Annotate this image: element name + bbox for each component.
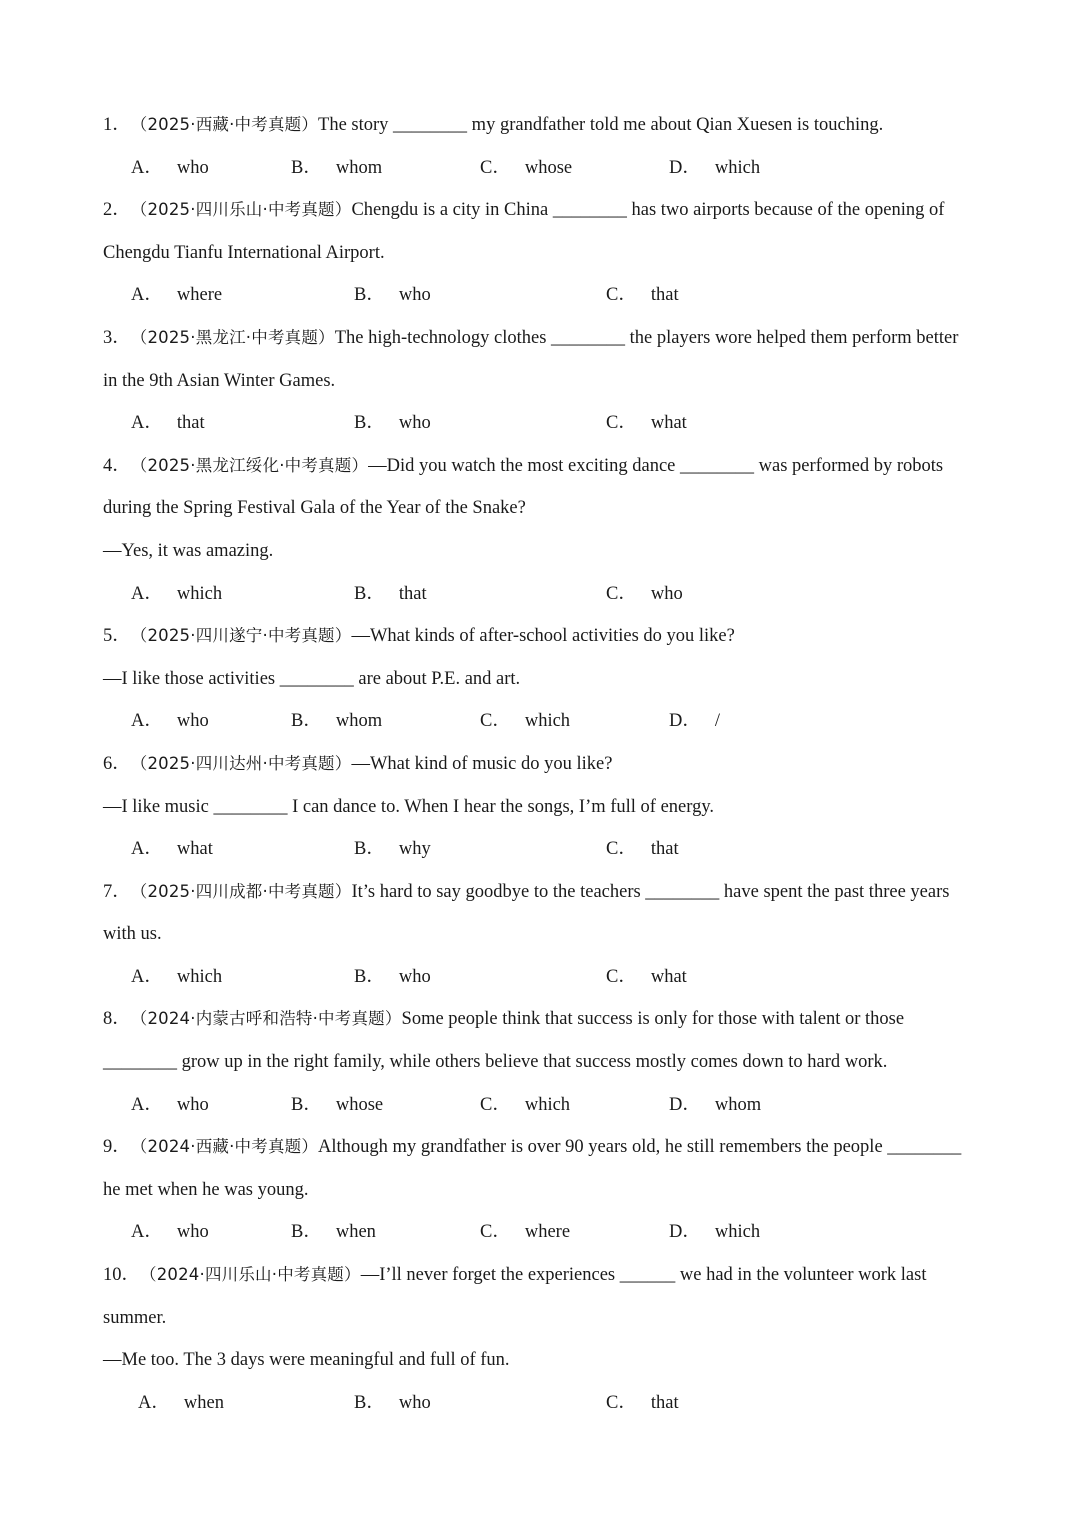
question-stem-continuation: [103, 1041, 993, 1084]
question-stem: [103, 1126, 993, 1169]
answer-options: [103, 274, 993, 317]
question-source: （2025·黑龙江绥化·中考真题）: [130, 455, 369, 475]
question-stem-continuation: [103, 1297, 993, 1340]
answer-option[interactable]: [131, 147, 209, 190]
question-stem: [103, 445, 993, 488]
answer-option[interactable]: [131, 274, 222, 317]
question-text: —Yes, it was amazing.: [103, 540, 274, 561]
option-text: which: [524, 711, 571, 732]
answer-option[interactable]: [354, 573, 427, 616]
question-source: （2025·四川乐山·中考真题）: [130, 200, 352, 220]
question-stem: [103, 615, 993, 658]
option-text: who: [398, 966, 431, 987]
question-stem-continuation: [103, 360, 993, 403]
option-letter: C．: [606, 285, 637, 306]
question-text: —What kinds of after-school activities do you like?: [351, 626, 735, 647]
option-text: who: [176, 1094, 209, 1115]
option-text: who: [176, 711, 209, 732]
answer-option[interactable]: [354, 956, 431, 999]
option-text: who: [176, 157, 209, 178]
option-text: when: [183, 1392, 224, 1413]
answer-option[interactable]: [138, 1382, 224, 1425]
question-source: （2025·四川遂宁·中考真题）: [130, 626, 352, 646]
option-letter: D．: [669, 1094, 701, 1115]
option-letter: C．: [606, 583, 637, 604]
option-text: /: [714, 711, 721, 732]
option-letter: C．: [606, 966, 637, 987]
answer-option[interactable]: [606, 956, 687, 999]
option-letter: C．: [480, 1094, 511, 1115]
option-letter: A．: [131, 711, 163, 732]
option-text: which: [524, 1094, 571, 1115]
answer-option[interactable]: [606, 1382, 679, 1425]
answer-option[interactable]: [354, 274, 431, 317]
option-text: that: [650, 1392, 679, 1413]
option-text: which: [176, 966, 223, 987]
question-number: 8．: [103, 1009, 131, 1030]
option-letter: B．: [354, 285, 385, 306]
option-letter: A．: [131, 285, 163, 306]
question-text: with us.: [103, 924, 162, 945]
question-stem-continuation: [103, 1169, 993, 1212]
question-stem-continuation: [103, 1339, 993, 1382]
option-letter: B．: [354, 839, 385, 860]
answer-option[interactable]: [669, 1084, 761, 1127]
option-letter: B．: [291, 711, 322, 732]
question-number: 5．: [103, 626, 131, 647]
option-letter: A．: [131, 583, 163, 604]
question-number: 1．: [103, 115, 131, 135]
option-letter: C．: [480, 711, 511, 732]
answer-option[interactable]: [669, 700, 720, 743]
question-number: 10．: [103, 1265, 141, 1286]
answer-option[interactable]: [291, 1084, 383, 1127]
answer-option[interactable]: [291, 147, 382, 190]
question-3: [103, 317, 993, 445]
option-text: what: [176, 839, 213, 860]
question-number: 6．: [103, 753, 131, 774]
answer-option[interactable]: [131, 1084, 209, 1127]
question-stem-continuation: [103, 487, 993, 530]
answer-options: [103, 147, 993, 190]
question-stem: [103, 189, 993, 232]
answer-options: [103, 1084, 993, 1127]
option-letter: B．: [291, 1094, 322, 1115]
question-text: ________ grow up in the right family, while others believe that success mostly comes down to hard work.: [103, 1052, 888, 1073]
answer-option[interactable]: [480, 1211, 570, 1254]
question-text: —Did you watch the most exciting dance ________ was performed by robots: [368, 455, 944, 476]
question-stem-continuation: [103, 913, 993, 956]
question-2: [103, 189, 993, 317]
question-source: （2025·西藏·中考真题）: [130, 115, 319, 134]
answer-options: [103, 700, 993, 743]
option-letter: B．: [291, 1222, 322, 1243]
option-letter: B．: [354, 966, 385, 987]
question-8: [103, 998, 993, 1126]
option-text: which: [714, 1222, 761, 1243]
question-source: （2024·四川乐山·中考真题）: [140, 1265, 361, 1285]
answer-option[interactable]: [480, 700, 570, 743]
option-text: which: [176, 583, 223, 604]
answer-option[interactable]: [606, 573, 683, 616]
question-6: [103, 743, 993, 871]
answer-option[interactable]: [606, 402, 687, 445]
option-letter: A．: [131, 413, 163, 434]
option-text: whose: [335, 1094, 384, 1115]
option-letter: A．: [131, 1094, 163, 1115]
option-letter: A．: [138, 1392, 170, 1413]
question-9: [103, 1126, 993, 1254]
option-text: whom: [335, 711, 383, 732]
option-letter: C．: [606, 1392, 637, 1413]
answer-option[interactable]: [480, 147, 572, 190]
option-text: who: [650, 583, 683, 604]
question-stem-continuation: [103, 530, 993, 573]
option-letter: C．: [480, 1222, 511, 1243]
answer-option[interactable]: [131, 402, 205, 445]
question-text: Although my grandfather is over 90 years old, he still remembers the people ________: [318, 1137, 962, 1158]
option-text: who: [398, 285, 431, 306]
option-text: why: [398, 839, 431, 860]
answer-option[interactable]: [606, 274, 679, 317]
option-text: that: [398, 583, 427, 604]
answer-option[interactable]: [606, 828, 679, 871]
answer-option[interactable]: [131, 573, 222, 616]
option-text: whose: [524, 157, 573, 178]
question-stem: [103, 317, 993, 360]
question-text: —What kind of music do you like?: [351, 753, 613, 774]
answer-option[interactable]: [669, 147, 760, 190]
option-letter: D．: [669, 711, 701, 732]
option-text: where: [176, 285, 223, 306]
option-text: where: [524, 1222, 571, 1243]
answer-option[interactable]: [354, 828, 431, 871]
question-number: 7．: [103, 881, 131, 902]
answer-options: [103, 402, 993, 445]
question-4: [103, 445, 993, 615]
answer-option[interactable]: [131, 1211, 209, 1254]
question-text: Chengdu is a city in China ________ has two airports because of the opening of: [351, 200, 945, 221]
answer-option[interactable]: [480, 1084, 570, 1127]
question-text: It’s hard to say goodbye to the teachers ________ have spent the past three years: [351, 881, 950, 902]
question-number: 9．: [103, 1137, 131, 1158]
question-10: [103, 1254, 993, 1424]
question-stem-continuation: [103, 658, 993, 701]
option-text: that: [176, 413, 205, 434]
question-source: （2024·西藏·中考真题）: [130, 1137, 319, 1157]
option-letter: B．: [354, 583, 385, 604]
answer-options: [103, 1382, 993, 1425]
option-letter: A．: [131, 966, 163, 987]
option-text: which: [714, 157, 761, 178]
question-text: —I’ll never forget the experiences ______ we had in the volunteer work last: [360, 1265, 927, 1286]
option-letter: C．: [480, 157, 511, 178]
question-text: Some people think that success is only for those with talent or those: [401, 1009, 905, 1030]
question-5: [103, 615, 993, 743]
question-source: （2025·四川达州·中考真题）: [130, 753, 352, 773]
option-letter: B．: [291, 157, 322, 178]
question-stem-continuation: [103, 786, 993, 829]
question-stem: [103, 743, 993, 786]
question-source: （2025·黑龙江·中考真题）: [130, 327, 335, 347]
answer-option[interactable]: [131, 956, 222, 999]
question-text: The high-technology clothes ________ the players wore helped them perform better: [334, 327, 959, 348]
question-text: Chengdu Tianfu International Airport.: [103, 242, 385, 263]
question-text: in the 9th Asian Winter Games.: [103, 370, 336, 391]
option-text: who: [398, 413, 431, 434]
answer-option[interactable]: [669, 1211, 760, 1254]
question-text: The story ________ my grandfather told me about Qian Xuesen is touching.: [318, 115, 884, 135]
option-text: who: [176, 1222, 209, 1243]
question-7: [103, 871, 993, 999]
option-letter: D．: [669, 157, 701, 178]
answer-option[interactable]: [131, 700, 209, 743]
question-stem: [103, 871, 993, 914]
question-stem: [103, 1254, 993, 1297]
option-letter: A．: [131, 157, 163, 178]
answer-options: [103, 828, 993, 871]
question-text: —Me too. The 3 days were meaningful and full of fun.: [103, 1350, 510, 1371]
option-letter: B．: [354, 413, 385, 434]
question-list: [103, 104, 993, 1424]
question-stem: [103, 104, 993, 147]
answer-option[interactable]: [291, 700, 382, 743]
question-number: 3．: [103, 327, 131, 348]
question-1: [103, 104, 993, 189]
answer-option[interactable]: [354, 402, 431, 445]
question-source: （2025·四川成都·中考真题）: [130, 881, 352, 901]
question-number: 4．: [103, 455, 131, 476]
option-letter: A．: [131, 1222, 163, 1243]
option-text: when: [335, 1222, 376, 1243]
option-text: who: [398, 1392, 431, 1413]
answer-option[interactable]: [354, 1382, 431, 1425]
option-letter: C．: [606, 413, 637, 434]
option-letter: C．: [606, 839, 637, 860]
question-text: —I like those activities ________ are about P.E. and art.: [103, 668, 521, 689]
question-stem-continuation: [103, 232, 993, 275]
option-text: whom: [335, 157, 383, 178]
question-text: summer.: [103, 1307, 167, 1328]
answer-option[interactable]: [291, 1211, 376, 1254]
answer-options: [103, 956, 993, 999]
question-number: 2．: [103, 200, 131, 221]
option-letter: D．: [669, 1222, 701, 1243]
answer-option[interactable]: [131, 828, 213, 871]
question-text: he met when he was young.: [103, 1179, 309, 1200]
option-text: what: [650, 413, 687, 434]
question-text: during the Spring Festival Gala of the Year of the Snake?: [103, 498, 526, 519]
answer-options: [103, 573, 993, 616]
question-stem: [103, 998, 993, 1041]
option-text: whom: [714, 1094, 762, 1115]
question-source: （2024·内蒙古呼和浩特·中考真题）: [130, 1009, 402, 1029]
option-text: that: [650, 285, 679, 306]
option-text: what: [650, 966, 687, 987]
option-letter: B．: [354, 1392, 385, 1413]
option-text: that: [650, 839, 679, 860]
option-letter: A．: [131, 839, 163, 860]
question-text: —I like music ________ I can dance to. When I hear the songs, I’m full of energy.: [103, 796, 715, 817]
answer-options: [103, 1211, 993, 1254]
